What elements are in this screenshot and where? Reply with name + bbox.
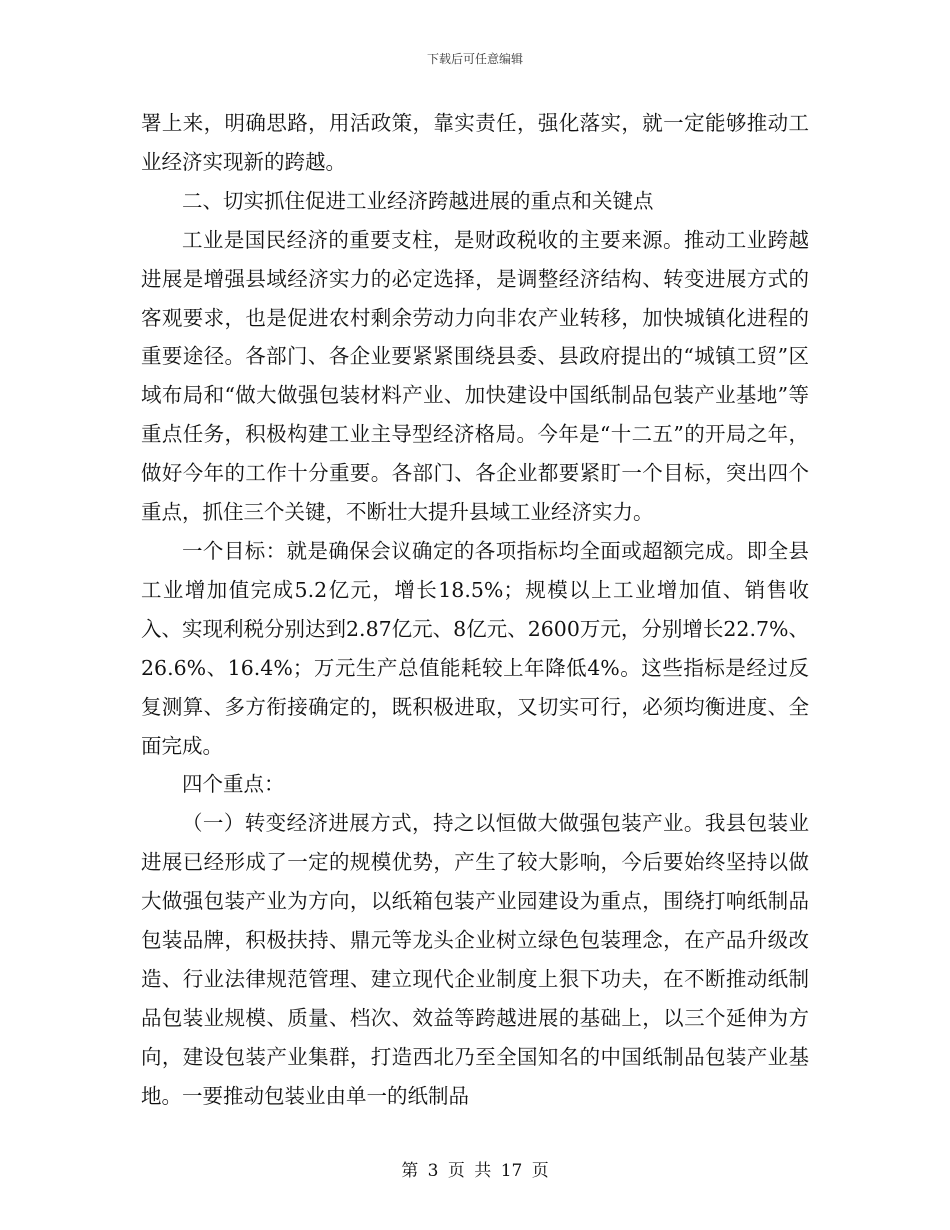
paragraph: （一）转变经济进展方式，持之以恒做大做强包装产业。我县包装业进展已经形成了一定的规模优势，产生了较大影响，今后要始终坚持以做大做强包装产业为方向，以纸箱包装产业园建设为重点，围绕打响纸制品包装品牌，积极扶持、鼎元等龙头企业树立绿色包装理念，在产品升级改造、行业法律规范管理、建立现代企业制度上狠下功夫，在不断推动纸制品包装业规模、质量、档次、效益等跨越进展的基础上，以三个延伸为方向，建设包装产业集群，打造西北乃至全国知名的中国纸制品包装产业基地。一要推动包装业由单一的纸制品 xyxy=(141,811,809,1108)
page-footer: 第 3 页 共 17 页 xyxy=(401,1161,549,1181)
paragraph: 工业是国民经济的重要支柱，是财政税收的主要来源。推动工业跨越进展是增强县域经济实力的必定选择，是调整经济结构、转变进展方式的客观要求，也是促进农村剩余劳动力向非农产业转移，加快城镇化进程的重要途径。各部门、各企业要紧紧围绕县委、县政府提出的“城镇工贸”区域布局和“做大做强包装材料产业、加快建设中国纸制品包装产业基地”等重点任务，积极构建工业主导型经济格局。今年是“十二五”的开局之年，做好今年的工作十分重要。各部门、各企业都要紧盯一个目标，突出四个重点，抓住三个关键，不断壮大提升县域工业经济实力。 xyxy=(141,227,809,525)
paragraph: 一个目标：就是确保会议确定的各项指标均全面或超额完成。即全县工业增加值完成5.2亿元，增长18.5%；规模以上工业增加值、销售收入、实现利税分别达到2.87亿元、8亿元、2600万元，分别增长22.7%、26.6%、16.4%；万元生产总值能耗较上年降低4%。这些指标是经过反复测算、多方衔接确定的，既积极进取，又切实可行，必须均衡进度、全面完成。 xyxy=(141,538,809,758)
section-heading: 二、切实抓住促进工业经济跨越进展的重点和关键点 xyxy=(182,188,654,213)
subheading: 四个重点： xyxy=(182,772,285,797)
paragraph-continuation: 署上来，明确思路，用活政策，靠实责任，强化落实，就一定能够推动工业经济实现新的跨越。 xyxy=(141,111,809,174)
page-header: 下载后可任意编辑 xyxy=(426,52,523,66)
body-text xyxy=(141,104,809,1116)
